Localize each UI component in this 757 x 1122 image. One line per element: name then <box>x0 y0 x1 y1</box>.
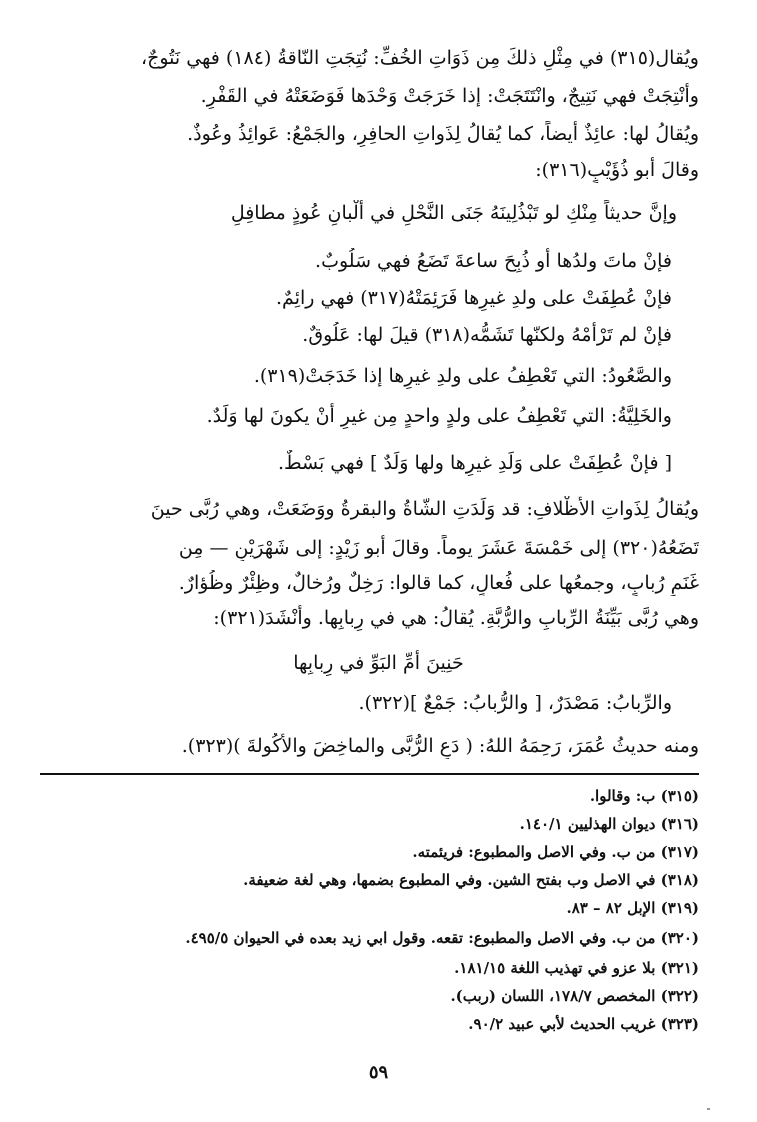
body-line: وأُنْتِجَتْ فهي نَتِيجٌ، وانْتَتَجَتْ: إذا خَرَجَتْ وَحْدَها فَوَضَعَتْهُ في القَفْرِ. <box>200 85 699 107</box>
body-line: فإنْ عُطِفَتْ على ولدِ غيرِها فَرَئِمَتْهُ(٣١٧) فهي رائِمٌ. <box>276 287 672 309</box>
body-line: والرِّبابُ: مَصْدَرٌ، [ والرُّبابُ: جَمْعٌ ](٣٢٢). <box>358 692 672 714</box>
body-line: ومنه حديثُ عُمَرَ، رَحِمَهُ اللهُ: ( دَعِ الرُّبَّى والماخِضَ والأَكُولةَ )(٣٢٣). <box>181 735 699 757</box>
footnote: (٣٢١) بلا عزو في تهذيب اللغة ١٨١/١٥. <box>454 959 699 977</box>
footnote: (٣١٨) في الاصل وب بفتح الشين. وفي المطبوع بضمها، وهي لغة ضعيفة. <box>243 871 699 889</box>
footnote: (٣١٦) ديوان الهذليين ١٤٠/١. <box>519 815 699 833</box>
footnote: (٣١٩) الإبل ٨٢ – ٨٣. <box>566 899 699 917</box>
footnote: (٣١٥) ب: وقالوا. <box>589 787 699 805</box>
footnote-divider <box>40 773 699 775</box>
body-line: وهي رُبَّى بَيِّنَةُ الرِّبابِ والرُّبَّةِ. يُقالُ: هي في رِبابِها. وأَنْشَدَ(٣٢١): <box>213 607 699 629</box>
footnote: (٣٢٠) من ب. وفي الاصل والمطبوع: تقعه. وقول ابي زيد بعده في الحيوان ٤٩٥/٥. <box>185 929 699 947</box>
page-number: ٥٩ <box>368 1062 389 1083</box>
body-line: ويُقال(٣١٥) في مِثْلِ ذلكَ مِن ذَوَاتِ الخُفِّ: نُتِجَتِ النّاقةُ (١٨٤) فهي نَتُوجٌ، <box>140 47 699 69</box>
body-line: فإنْ ماتَ ولدُها أو ذُبِحَ ساعةَ تَضَعُ فهي سَلُوبٌ. <box>315 250 672 272</box>
body-line: وقالَ أبو ذُؤَيْبٍ(٣١٦): <box>535 159 699 181</box>
scan-speck <box>707 1108 710 1110</box>
body-line: ويُقالُ لها: عائِذٌ أيضاً، كما يُقالُ لِذَواتِ الحافِرِ، والجَمْعُ: عَوائِذُ وعُوذٌ. <box>187 123 699 145</box>
body-line: والخَلِيَّةُ: التي تَعْطِفُ على ولدٍ واحدٍ مِن غيرِ أنْ يكونَ لها وَلَدٌ. <box>206 405 672 427</box>
poem-verse: وإنَّ حديثاً مِنْكِ لو تَبْذُلِينَهُ جَنَى النَّحْلِ في أَلْبانِ عُوذٍ مطافِلِ <box>230 202 677 224</box>
body-line: تَضَعُهُ(٣٢٠) إلى خَمْسَةَ عَشَرَ يوماً. وقالَ أبو زَيْدٍ: إلى شَهْرَيْنِ — مِن <box>178 537 699 559</box>
footnote: (٣٢٢) المخصص ١٧٨/٧، اللسان (ربب). <box>450 987 699 1005</box>
body-line: [ فإنْ عُطِفَتْ على وَلَدِ غيرِها ولها وَلَدٌ ] فهي بَسْطٌ. <box>277 452 672 474</box>
body-line: غَنَمٍ رُبابٍ، وجمعُها على فُعالٍ، كما قالوا: رَخِلٌ ورُخالٌ، وظِئْرٌ وظُؤارٌ. <box>178 572 699 594</box>
footnote: (٣١٧) من ب. وفي الاصل والمطبوع: فريئمته. <box>412 843 699 861</box>
body-line: فإنْ لم تَرْأَمْهُ ولكنّها تَشَمُّه(٣١٨) قيلَ لها: عَلُوقٌ. <box>302 324 672 346</box>
footnote: (٣٢٣) غريب الحديث لأبي عبيد ٩٠/٢. <box>468 1015 699 1033</box>
body-line: والصَّعُودُ: التي تَعْطِفُ على ولدِ غيرِها إذا خَدَجَتْ(٣١٩). <box>253 365 672 387</box>
poem-verse: حَنِينَ أُمِّ البَوِّ في رِبابِها <box>293 652 464 674</box>
body-line: ويُقالُ لِذَواتِ الأَظْلافِ: قد وَلَدَتِ الشّاةُ والبقرةُ ووَضَعَتْ، وهي رُبَّى حينَ <box>150 498 699 520</box>
